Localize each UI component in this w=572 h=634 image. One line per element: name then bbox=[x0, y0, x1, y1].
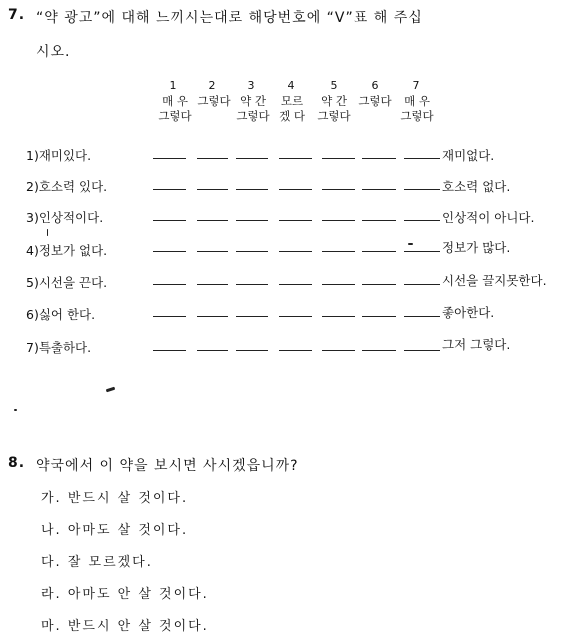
answer-blank-3-2[interactable] bbox=[197, 220, 228, 221]
scale-number-7: 7 bbox=[412, 79, 420, 92]
answer-blank-5-5[interactable] bbox=[322, 284, 355, 285]
question-7-text-line2: 시오. bbox=[36, 44, 71, 60]
scale-label-1b: 그렇다 bbox=[158, 109, 192, 123]
answer-blank-4-7[interactable] bbox=[404, 251, 440, 252]
scale-number-4: 4 bbox=[287, 79, 295, 92]
scale-number-5: 5 bbox=[330, 79, 338, 92]
item-3-left: 3)인상적이다. bbox=[26, 210, 104, 225]
answer-blank-6-7[interactable] bbox=[404, 316, 440, 317]
question-8-number: 8. bbox=[8, 455, 26, 471]
answer-blank-4-5[interactable] bbox=[322, 251, 355, 252]
question-7-text-line1: “약 광고”에 대해 느끼시는대로 해당번호에 “V”표 해 주십 bbox=[36, 10, 423, 26]
question-7-number: 7. bbox=[8, 7, 26, 23]
answer-blank-2-7[interactable] bbox=[404, 189, 440, 190]
answer-blank-7-3[interactable] bbox=[236, 350, 268, 351]
answer-blank-1-5[interactable] bbox=[322, 158, 355, 159]
answer-blank-5-3[interactable] bbox=[236, 284, 268, 285]
answer-blank-7-5[interactable] bbox=[322, 350, 355, 351]
answer-blank-1-2[interactable] bbox=[197, 158, 228, 159]
scale-label-4b: 겠 다 bbox=[279, 109, 305, 123]
q8-option-3: 다. 잘 모르겠다. bbox=[41, 555, 153, 570]
q8-option-2: 나. 아마도 살 것이다. bbox=[41, 523, 189, 538]
answer-blank-1-4[interactable] bbox=[279, 158, 312, 159]
answer-blank-2-1[interactable] bbox=[153, 189, 186, 190]
scale-label-1: 매 우 bbox=[162, 94, 188, 108]
answer-blank-3-5[interactable] bbox=[322, 220, 355, 221]
answer-blank-3-6[interactable] bbox=[362, 220, 396, 221]
item-2-right: 호소력 없다. bbox=[442, 179, 511, 194]
answer-blank-3-7[interactable] bbox=[404, 220, 440, 221]
scale-number-2: 2 bbox=[208, 79, 216, 92]
item-3-right: 인상적이 아니다. bbox=[442, 210, 535, 225]
scan-mark bbox=[14, 409, 17, 411]
answer-blank-2-5[interactable] bbox=[322, 189, 355, 190]
answer-blank-1-7[interactable] bbox=[404, 158, 440, 159]
item-1-left: 1)재미있다. bbox=[26, 148, 92, 163]
answer-blank-3-4[interactable] bbox=[279, 220, 312, 221]
answer-blank-2-3[interactable] bbox=[236, 189, 268, 190]
answer-blank-5-2[interactable] bbox=[197, 284, 228, 285]
item-6-right: 좋아한다. bbox=[442, 305, 495, 320]
item-5-right: 시선을 끌지못한다. bbox=[442, 273, 547, 288]
answer-blank-1-1[interactable] bbox=[153, 158, 186, 159]
answer-blank-4-2[interactable] bbox=[197, 251, 228, 252]
scale-label-3b: 그렇다 bbox=[236, 109, 270, 123]
answer-blank-5-7[interactable] bbox=[404, 284, 440, 285]
answer-blank-7-7[interactable] bbox=[404, 350, 440, 351]
scale-label-7b: 그렇다 bbox=[400, 109, 434, 123]
answer-blank-7-1[interactable] bbox=[153, 350, 186, 351]
answer-blank-6-4[interactable] bbox=[279, 316, 312, 317]
answer-blank-6-1[interactable] bbox=[153, 316, 186, 317]
answer-blank-4-4[interactable] bbox=[279, 251, 312, 252]
answer-blank-1-6[interactable] bbox=[362, 158, 396, 159]
scale-number-1: 1 bbox=[169, 79, 177, 92]
answer-blank-7-4[interactable] bbox=[279, 350, 312, 351]
answer-blank-6-5[interactable] bbox=[322, 316, 355, 317]
item-4-right: 정보가 많다. bbox=[442, 240, 511, 255]
answer-blank-2-4[interactable] bbox=[279, 189, 312, 190]
answer-blank-7-6[interactable] bbox=[362, 350, 396, 351]
answer-blank-2-6[interactable] bbox=[362, 189, 396, 190]
scale-label-5: 약 간 bbox=[321, 94, 347, 108]
answer-blank-6-6[interactable] bbox=[362, 316, 396, 317]
answer-blank-2-2[interactable] bbox=[197, 189, 228, 190]
item-4-left: 4)정보가 없다. bbox=[26, 243, 108, 258]
answer-blank-4-6[interactable] bbox=[362, 251, 396, 252]
answer-blank-5-6[interactable] bbox=[362, 284, 396, 285]
answer-blank-3-1[interactable] bbox=[153, 220, 186, 221]
answer-blank-1-3[interactable] bbox=[236, 158, 268, 159]
answer-blank-6-3[interactable] bbox=[236, 316, 268, 317]
answer-blank-5-4[interactable] bbox=[279, 284, 312, 285]
scale-label-4: 모르 bbox=[280, 94, 304, 108]
scan-mark bbox=[47, 229, 48, 236]
q8-option-1: 가. 반드시 살 것이다. bbox=[41, 491, 189, 506]
scale-label-7: 매 우 bbox=[404, 94, 430, 108]
answer-blank-4-3[interactable] bbox=[236, 251, 268, 252]
question-8-text: 약국에서 이 약을 보시면 사시겠읍니까? bbox=[36, 458, 299, 474]
scale-label-3: 약 간 bbox=[240, 94, 266, 108]
item-7-right: 그저 그렇다. bbox=[442, 337, 511, 352]
q8-option-5: 마. 반드시 안 살 것이다. bbox=[41, 619, 209, 634]
scale-number-6: 6 bbox=[371, 79, 379, 92]
answer-blank-3-3[interactable] bbox=[236, 220, 268, 221]
answer-blank-5-1[interactable] bbox=[153, 284, 186, 285]
item-2-left: 2)호소력 있다. bbox=[26, 179, 108, 194]
item-1-right: 재미없다. bbox=[442, 148, 495, 163]
item-5-left: 5)시선을 끈다. bbox=[26, 275, 108, 290]
scale-label-6: 그렇다 bbox=[358, 94, 392, 108]
answer-blank-7-2[interactable] bbox=[197, 350, 228, 351]
scale-label-5b: 그렇다 bbox=[317, 109, 351, 123]
answer-blank-6-2[interactable] bbox=[197, 316, 228, 317]
scale-label-2: 그렇다 bbox=[197, 94, 231, 108]
scale-number-3: 3 bbox=[247, 79, 255, 92]
answer-blank-4-1[interactable] bbox=[153, 251, 186, 252]
scan-mark bbox=[408, 243, 413, 245]
scan-mark bbox=[106, 387, 115, 393]
item-7-left: 7)특출하다. bbox=[26, 340, 92, 355]
item-6-left: 6)싫어 한다. bbox=[26, 307, 96, 322]
q8-option-4: 라. 아마도 안 살 것이다. bbox=[41, 587, 209, 602]
